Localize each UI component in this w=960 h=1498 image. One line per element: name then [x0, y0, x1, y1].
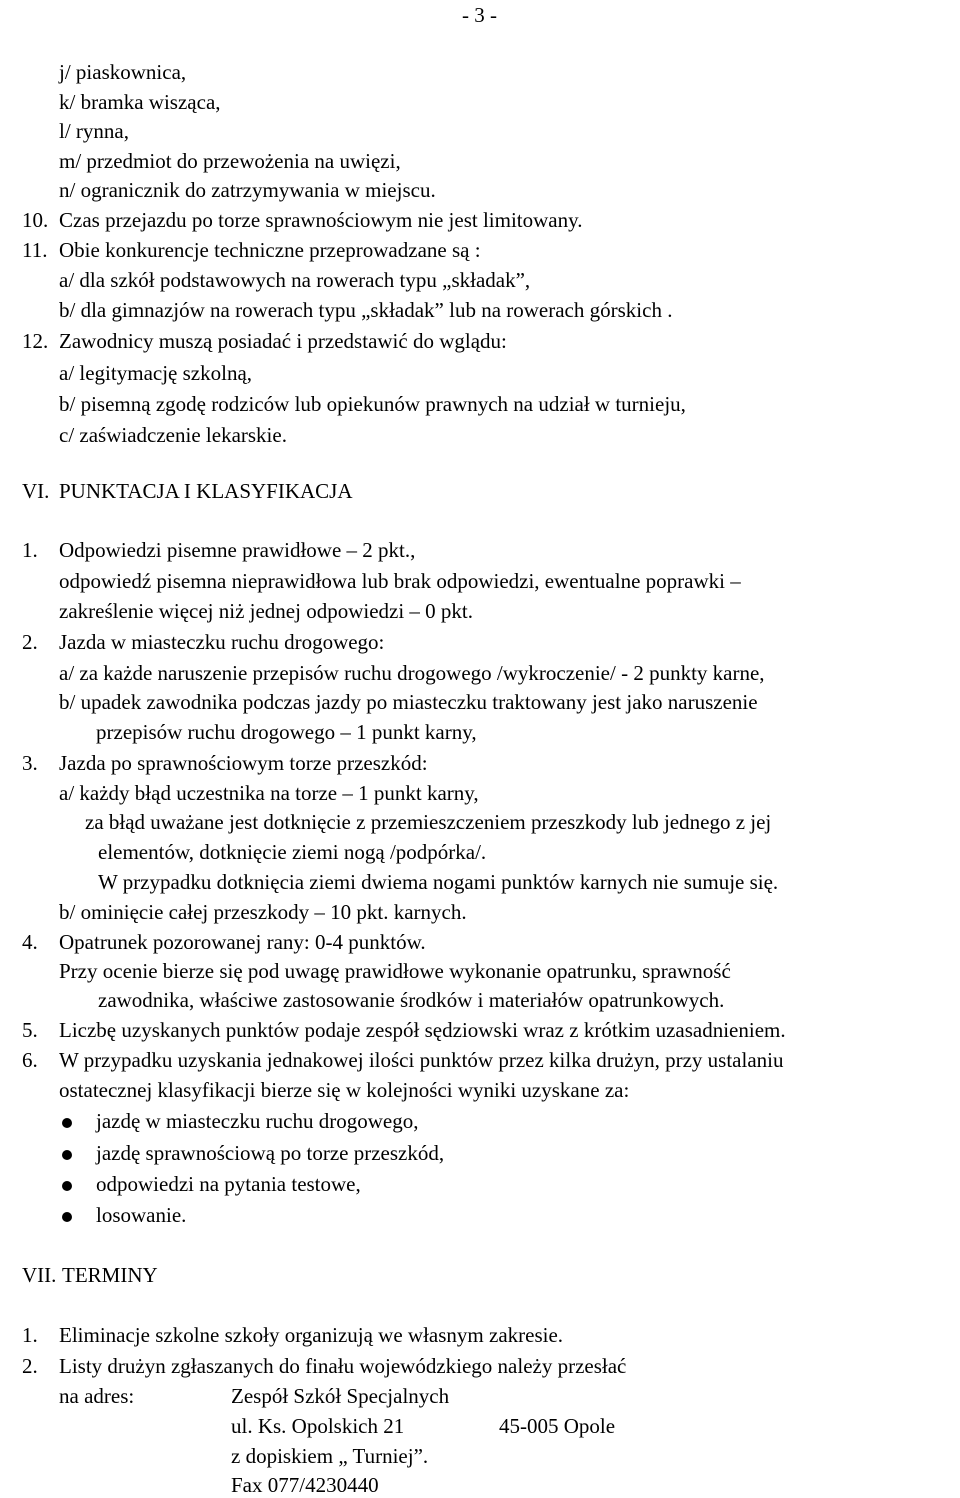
fax-number: Fax 077/4230440	[231, 1473, 379, 1497]
item-number: 5.	[22, 1018, 38, 1042]
list-item: l/ rynna,	[59, 119, 129, 143]
address-note: z dopiskiem „ Turniej”.	[231, 1444, 429, 1468]
sub-item: b/ upadek zawodnika podczas jazdy po miasteczku traktowany jest jako naruszenie	[59, 690, 758, 714]
address-name: Zespół Szkół Specjalnych	[231, 1384, 450, 1408]
list-item: k/ bramka wisząca,	[59, 90, 221, 114]
item-number: 1.	[22, 538, 38, 562]
item-number: 1.	[22, 1323, 38, 1347]
item-text: Jazda po sprawnościowym torze przeszkód:	[59, 751, 428, 775]
sub-item: a/ każdy błąd uczestnika na torze – 1 punkt karny,	[59, 781, 479, 805]
page-number: - 3 -	[462, 3, 497, 27]
bullet-item: odpowiedzi na pytania testowe,	[96, 1172, 361, 1196]
bullet-icon	[62, 1212, 72, 1222]
item-number: 10.	[22, 208, 49, 232]
sub-item: przepisów ruchu drogowego – 1 punkt karny,	[96, 720, 477, 744]
sub-item: a/ za każde naruszenie przepisów ruchu drogowego /wykroczenie/ - 2 punkty karne,	[59, 661, 765, 685]
item-text: Przy ocenie bierze się pod uwagę prawidłowe wykonanie opatrunku, sprawność	[59, 959, 731, 983]
list-item: j/ piaskownica,	[59, 60, 187, 84]
sub-item: b/ dla gimnazjów na rowerach typu „składak” lub na rowerach górskich .	[59, 298, 673, 322]
address-postal: 45-005 Opole	[499, 1414, 616, 1438]
item-number: 2.	[22, 630, 38, 654]
bullet-icon	[62, 1118, 72, 1128]
sub-item: a/ legitymację szkolną,	[59, 361, 253, 385]
bullet-item: losowanie.	[96, 1203, 187, 1227]
sub-item: b/ pisemną zgodę rodziców lub opiekunów prawnych na udział w turnieju,	[59, 392, 686, 416]
item-text: ostatecznej klasyfikacji bierze się w kolejności wyniki uzyskane za:	[59, 1078, 630, 1102]
section-title: TERMINY	[62, 1263, 158, 1287]
address-street: ul. Ks. Opolskich 21	[231, 1414, 405, 1438]
item-number: 11.	[22, 238, 48, 262]
item-text: odpowiedź pisemna nieprawidłowa lub brak odpowiedzi, ewentualne poprawki –	[59, 569, 741, 593]
sub-item: elementów, dotknięcie ziemi nogą /podpórka/.	[98, 840, 487, 864]
item-text: Czas przejazdu po torze sprawnościowym nie jest limitowany.	[59, 208, 583, 232]
bullet-item: jazdę w miasteczku ruchu drogowego,	[96, 1109, 419, 1133]
item-text: Odpowiedzi pisemne prawidłowe – 2 pkt.,	[59, 538, 416, 562]
item-text: Opatrunek pozorowanej rany: 0-4 punktów.	[59, 930, 426, 954]
item-text: W przypadku uzyskania jednakowej ilości punktów przez kilka drużyn, przy ustalaniu	[59, 1048, 784, 1072]
sub-item: a/ dla szkół podstawowych na rowerach typu „składak”,	[59, 268, 531, 292]
sub-item: b/ ominięcie całej przeszkody – 10 pkt. karnych.	[59, 900, 467, 924]
sub-item: za błąd uważane jest dotknięcie z przemieszczeniem przeszkody lub jednego z jej	[85, 810, 772, 834]
section-number: VI.	[22, 479, 50, 503]
section-number: VII.	[22, 1263, 57, 1287]
section-title: PUNKTACJA I KLASYFIKACJA	[59, 479, 353, 503]
item-number: 3.	[22, 751, 38, 775]
item-text: Listy drużyn zgłaszanych do finału wojewódzkiego należy przesłać	[59, 1354, 627, 1378]
item-text: Liczbę uzyskanych punktów podaje zespół sędziowski wraz z krótkim uzasadnieniem.	[59, 1018, 786, 1042]
item-text: Zawodnicy muszą posiadać i przedstawić do wglądu:	[59, 329, 507, 353]
list-item: m/ przedmiot do przewożenia na uwięzi,	[59, 149, 401, 173]
bullet-icon	[62, 1150, 72, 1160]
item-text: Eliminacje szkolne szkoły organizują we własnym zakresie.	[59, 1323, 564, 1347]
sub-item: W przypadku dotknięcia ziemi dwiema nogami punktów karnych nie sumuje się.	[98, 870, 779, 894]
address-label: na adres:	[59, 1384, 135, 1408]
item-number: 4.	[22, 930, 38, 954]
sub-item: c/ zaświadczenie lekarskie.	[59, 423, 287, 447]
item-text: zawodnika, właściwe zastosowanie środków i materiałów opatrunkowych.	[98, 988, 725, 1012]
item-text: Obie konkurencje techniczne przeprowadzane są :	[59, 238, 481, 262]
item-text: Jazda w miasteczku ruchu drogowego:	[59, 630, 385, 654]
item-number: 2.	[22, 1354, 38, 1378]
list-item: n/ ogranicznik do zatrzymywania w miejscu.	[59, 178, 436, 202]
bullet-item: jazdę sprawnościową po torze przeszkód,	[96, 1141, 445, 1165]
item-number: 12.	[22, 329, 49, 353]
item-text: zakreślenie więcej niż jednej odpowiedzi – 0 pkt.	[59, 599, 474, 623]
bullet-icon	[62, 1181, 72, 1191]
item-number: 6.	[22, 1048, 38, 1072]
